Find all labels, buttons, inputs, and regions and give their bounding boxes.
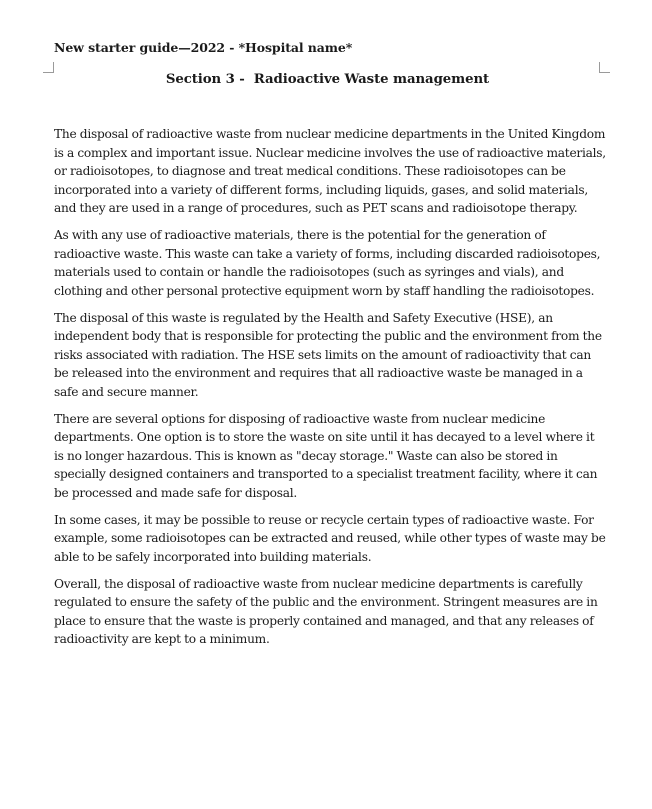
paragraph: There are several options for disposing of radioactive waste from nuclear medicine departments. One option is to store the waste on site until it has decayed to a level where it is no longer hazardous. This is known as "decay storage." Waste can also be stored in specially designed containers and transported to a specialist treatment facility, where it can be processed and made safe for disposal.	[54, 411, 598, 500]
paragraph: As with any use of radioactive materials, there is the potential for the generation of radioactive waste. This waste can take a variety of forms, including discarded radioisotopes, materials used to contain or handle the radioisotopes (such as syringes and vials), and clothing and other personal protective equipment worn by staff handling the radioisotopes.	[54, 228, 601, 298]
document-body	[54, 125, 606, 657]
paragraph: In some cases, it may be possible to reuse or recycle certain types of radioactive waste. For example, some radioisotopes can be extracted and reused, while other types of waste may be able to be safely incorporated into building materials.	[54, 512, 606, 564]
paragraph: Overall, the disposal of radioactive waste from nuclear medicine departments is carefully regulated to ensure the safety of the public and the environment. Stringent measures are in place to ensure that the waste is properly contained and managed, and that any releases of radioactivity are kept to a minimum.	[54, 576, 598, 646]
paragraph: The disposal of this waste is regulated by the Health and Safety Executive (HSE), an independent body that is responsible for protecting the public and the environment from the risks associated with radiation. The HSE sets limits on the amount of radioactivity that can be released into the environment and requires that all radioactive waste be managed in a safe and secure manner.	[54, 310, 602, 399]
page-margin-marker-left	[43, 62, 54, 73]
document-header: New starter guide—2022 - *Hospital name*	[54, 40, 353, 55]
section-title: Section 3 - Radioactive Waste management	[165, 72, 490, 87]
paragraph: The disposal of radioactive waste from nuclear medicine departments in the United Kingdom is a complex and important issue. Nuclear medicine involves the use of radioactive materials, or radioisotopes, to diagnose and treat medical conditions. These radioisotopes can be incorporated into a variety of different forms, including liquids, gases, and solid materials, and they are used in a range of procedures, such as PET scans and radioisotope therapy.	[54, 127, 606, 215]
